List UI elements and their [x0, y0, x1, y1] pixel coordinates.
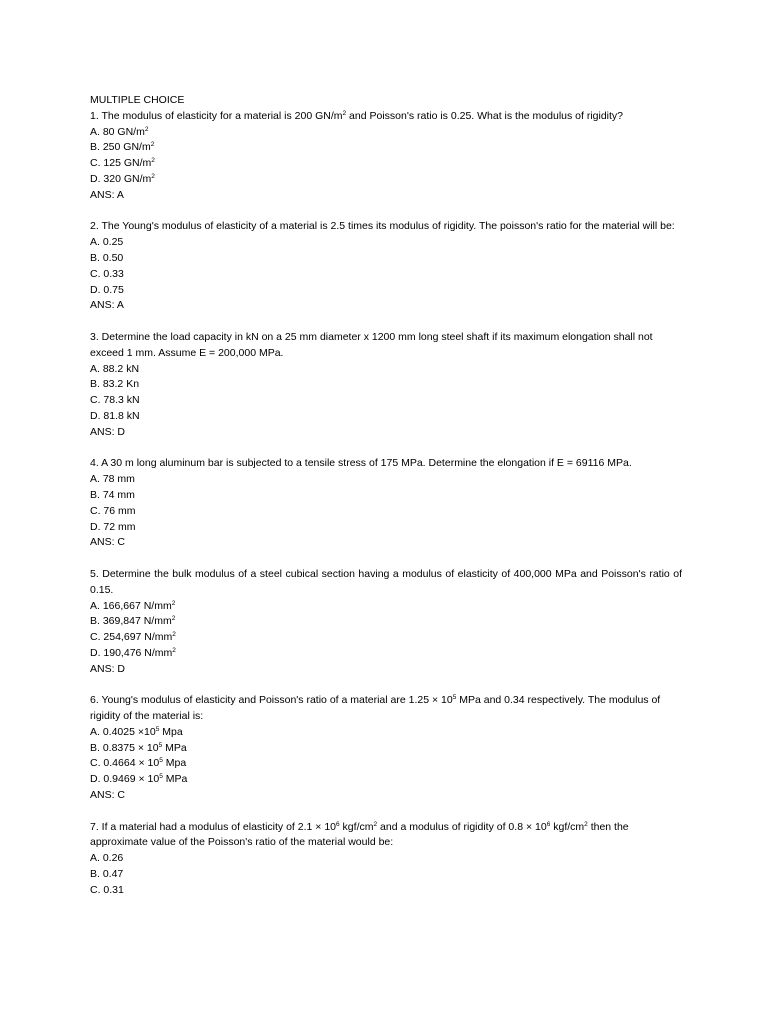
answer-option: [90, 504, 682, 520]
answer-option: [90, 362, 682, 378]
text-segment: C. 254,697 N/mm: [90, 631, 173, 644]
question-stem: [90, 219, 682, 235]
question-stem: [90, 820, 682, 852]
text-segment: B. 369,847 N/mm: [90, 615, 172, 628]
answer-option: [90, 756, 682, 772]
answer-option: [90, 883, 682, 899]
answer-option: [90, 599, 682, 615]
text-segment: A. 80 GN/m: [90, 125, 145, 138]
answer-key: ANS: A: [90, 299, 124, 312]
text-segment: A. 0.25: [90, 236, 124, 249]
text-segment: A. 0.26: [90, 852, 124, 865]
answer-option: [90, 172, 682, 188]
answer-option: [90, 472, 682, 488]
answer-option: [90, 520, 682, 536]
text-segment: D. 190,476 N/mm: [90, 646, 173, 659]
text-segment: Mpa: [162, 757, 187, 770]
question-2: [90, 219, 682, 314]
answer-key: ANS: C: [90, 536, 126, 549]
text-segment: B. 0.8375 × 10: [90, 741, 159, 754]
text-segment: 4. A 30 m long aluminum bar is subjected to a tensile stress of 175 MPa. Determine the elongation if E = 69116 MPa.: [90, 457, 632, 470]
text-segment: C. 0.4664 × 10: [90, 757, 160, 770]
text-segment: C. 76 mm: [90, 504, 136, 517]
answer-option: [90, 772, 682, 788]
text-segment: and a modulus of rigidity of 0.8 × 10: [377, 820, 547, 833]
question-stem: [90, 456, 682, 472]
text-segment: D. 320 GN/m: [90, 172, 152, 185]
text-segment: B. 0.47: [90, 868, 124, 881]
superscript: 2: [584, 820, 588, 828]
text-segment: C. 0.33: [90, 267, 124, 280]
answer-option: [90, 156, 682, 172]
section-heading: MULTIPLE CHOICE: [90, 94, 185, 106]
answer-option: [90, 140, 682, 156]
text-segment: MPa: [162, 773, 188, 786]
text-segment: A. 88.2 kN: [90, 362, 140, 375]
text-segment: MPa and 0.34 respectively. The modulus of rigidity of the material is:: [90, 694, 661, 723]
answer-option: [90, 867, 682, 883]
superscript: 2: [150, 141, 155, 149]
text-segment: kgf/cm: [550, 820, 585, 833]
question-6: [90, 693, 682, 804]
superscript: 2: [172, 646, 176, 654]
answer-option: [90, 125, 682, 141]
superscript: 2: [144, 125, 149, 133]
answer-option: [90, 409, 682, 425]
superscript: 6: [546, 820, 551, 828]
answer-option: [90, 267, 682, 283]
superscript: 2: [171, 599, 176, 607]
answer-option: [90, 251, 682, 267]
question-7: [90, 820, 682, 899]
answer-option: [90, 630, 682, 646]
question-1: [90, 109, 682, 204]
text-segment: A. 166,667 N/mm: [90, 599, 172, 612]
text-segment: kgf/cm: [339, 820, 374, 833]
text-segment: 6. Young's modulus of elasticity and Poisson's ratio of a material are 1.25 × 10: [90, 694, 453, 707]
question-stem: [90, 693, 682, 725]
superscript: 2: [151, 172, 155, 180]
answer-option: [90, 377, 682, 393]
answer-option: [90, 283, 682, 299]
text-segment: and Poisson's ratio is 0.25. What is the modulus of rigidity?: [346, 109, 624, 122]
question-stem: [90, 567, 682, 599]
answer-option: [90, 725, 682, 741]
superscript: 5: [159, 773, 163, 781]
superscript: 5: [159, 757, 163, 765]
text-segment: then the approximate value of the Poisson's ratio of the material would be:: [90, 820, 629, 849]
text-segment: D. 81.8 kN: [90, 409, 140, 422]
answer-option: [90, 646, 682, 662]
text-segment: 1. The modulus of elasticity for a material is 200 GN/m: [90, 109, 343, 122]
text-segment: Mpa: [159, 725, 183, 738]
text-segment: B. 250 GN/m: [90, 141, 151, 154]
superscript: 2: [172, 631, 176, 639]
text-segment: D. 0.9469 × 10: [90, 773, 160, 786]
superscript: 5: [158, 741, 163, 749]
answer-key: ANS: D: [90, 662, 126, 675]
text-segment: C. 0.31: [90, 883, 124, 896]
superscript: 2: [373, 820, 378, 828]
text-segment: D. 72 mm: [90, 520, 136, 533]
text-segment: C. 78.3 kN: [90, 394, 140, 407]
text-segment: 5. Determine the bulk modulus of a steel cubical section having a modulus of elasticity of 400,000 MPa and Poisson's ratio of 0.15.: [90, 567, 682, 596]
answer-key: ANS: A: [90, 188, 124, 201]
answer-option: [90, 488, 682, 504]
text-segment: C. 125 GN/m: [90, 157, 152, 170]
answer-option: [90, 741, 682, 757]
answer-key: ANS: C: [90, 789, 126, 802]
answer-option: [90, 393, 682, 409]
question-3: [90, 330, 682, 441]
question-stem: [90, 330, 682, 362]
question-5: [90, 567, 682, 678]
questions-container: [90, 109, 682, 899]
text-segment: A. 0.4025 ×10: [90, 725, 156, 738]
text-segment: 2. The Young's modulus of elasticity of a material is 2.5 times its modulus of rigidity. The poisson's ratio for the material will be:: [90, 220, 675, 233]
superscript: 6: [336, 820, 340, 828]
question-list: [90, 93, 682, 914]
text-segment: B. 0.50: [90, 251, 124, 264]
question-4: [90, 456, 682, 551]
superscript: 5: [452, 694, 457, 702]
answer-option: [90, 235, 682, 251]
text-segment: 3. Determine the load capacity in kN on a 25 mm diameter x 1200 mm long steel shaft if its maximum elongation shall not exceed 1 mm. Assume E = 200,000 MPa.: [90, 330, 653, 359]
superscript: 2: [171, 615, 176, 623]
text-segment: D. 0.75: [90, 283, 124, 296]
text-segment: 7. If a material had a modulus of elasticity of 2.1 × 10: [90, 820, 337, 833]
question-stem: [90, 109, 682, 125]
text-segment: B. 83.2 Kn: [90, 378, 140, 391]
superscript: 2: [151, 157, 155, 165]
answer-option: [90, 614, 682, 630]
text-segment: B. 74 mm: [90, 488, 135, 501]
answer-option: [90, 851, 682, 867]
text-segment: A. 78 mm: [90, 473, 135, 486]
superscript: 5: [155, 725, 160, 733]
answer-key: ANS: D: [90, 425, 126, 438]
superscript: 2: [342, 109, 347, 117]
text-segment: MPa: [162, 741, 187, 754]
